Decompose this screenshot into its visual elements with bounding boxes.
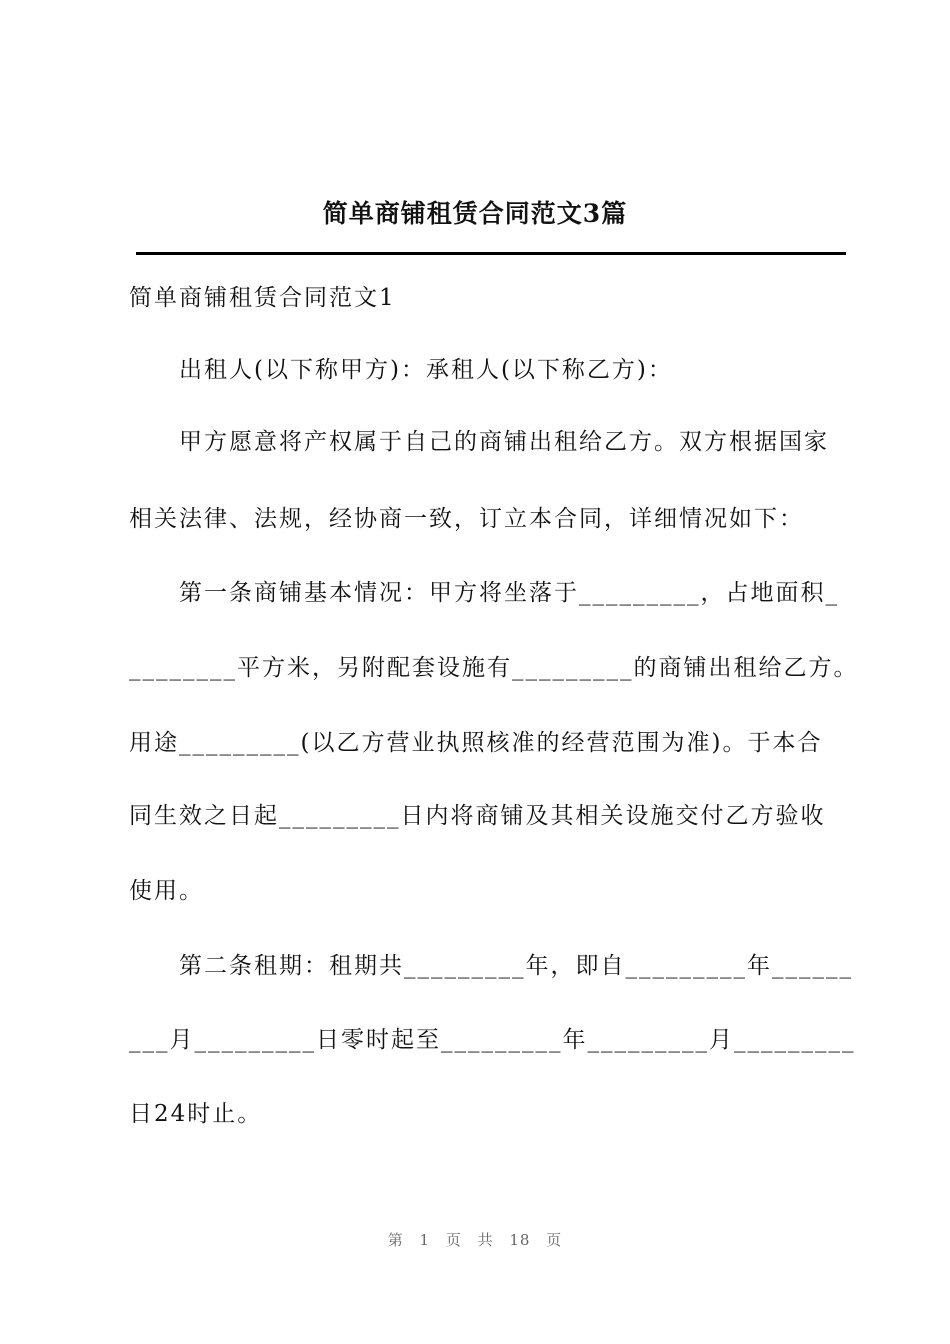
- body-line: 使用。: [129, 878, 204, 904]
- document-title: 简单商铺租赁合同范文3篇: [322, 199, 628, 228]
- body-line: 第二条租期：租期共_________年，即自_________年______: [129, 953, 853, 979]
- body-line: 用途_________(以乙方营业执照核准的经营范围为准)。于本合: [129, 730, 823, 756]
- body-line: 第一条商铺基本情况：甲方将坐落于_________，占地面积_: [129, 580, 839, 606]
- body-line: 甲方愿意将产权属于自己的商铺出租给乙方。双方根据国家: [129, 429, 829, 455]
- page-number-footer: 第 1 页 共 18 页: [387, 1231, 563, 1249]
- section-heading: 简单商铺租赁合同范文1: [129, 285, 396, 311]
- body-line: 出租人(以下称甲方)：承租人(以下称乙方)：: [129, 357, 673, 383]
- title-underline: [136, 252, 846, 255]
- body-line: ________平方米，另附配套设施有_________的商铺出租给乙方。: [129, 655, 859, 681]
- body-line: 同生效之日起_________日内将商铺及其相关设施交付乙方验收: [129, 803, 826, 829]
- body-line: ___月_________日零时起至_________年_________月_________: [129, 1027, 856, 1053]
- body-line: 相关法律、法规，经协商一致，订立本合同，详细情况如下：: [129, 506, 804, 532]
- body-line: 日24时止。: [129, 1101, 263, 1127]
